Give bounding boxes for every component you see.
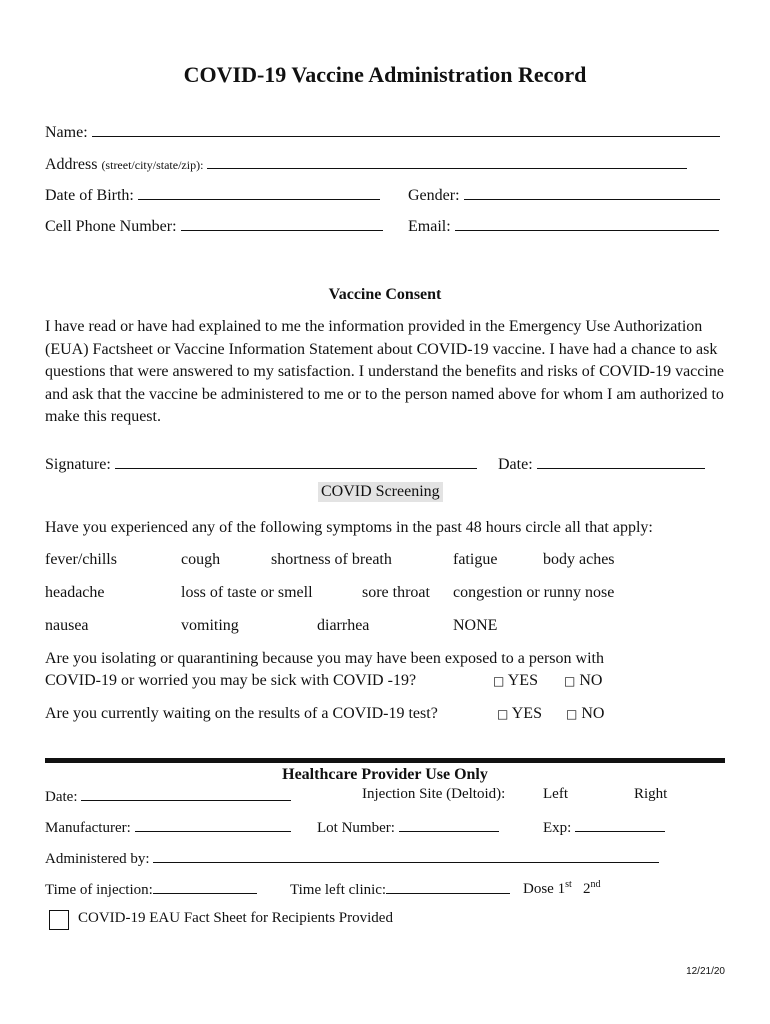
dose2-option[interactable] [583, 881, 601, 897]
phone-row [45, 216, 383, 236]
lot-row [317, 817, 499, 837]
lot-label: Lot Number: [317, 820, 395, 836]
email-field[interactable] [455, 216, 719, 231]
symptom-fatigue[interactable]: fatigue [453, 551, 498, 568]
manufacturer-label: Manufacturer: [45, 820, 131, 836]
gender-field[interactable] [464, 185, 720, 200]
symptom-nausea[interactable]: nausea [45, 617, 89, 634]
exp-field[interactable] [575, 817, 665, 832]
injection-site-right[interactable]: Right [634, 786, 668, 802]
name-field[interactable] [92, 122, 720, 137]
provider-date-field[interactable] [81, 786, 291, 801]
section-divider [45, 758, 725, 763]
name-label: Name: [45, 124, 88, 141]
provider-heading: Healthcare Provider Use Only [282, 766, 488, 783]
injection-site-left[interactable]: Left [543, 786, 568, 802]
yes-label: YES [507, 672, 538, 689]
screening-heading: COVID Screening [318, 482, 443, 502]
form-title: COVID-19 Vaccine Administration Record [183, 62, 587, 87]
test-no-option[interactable] [566, 705, 604, 723]
manufacturer-row [45, 817, 291, 837]
checkbox-icon[interactable]: □ [493, 674, 505, 688]
symptom-diarrhea[interactable]: diarrhea [317, 617, 370, 634]
checkbox-icon[interactable]: □ [564, 674, 576, 688]
time-injection-label: Time of injection: [45, 882, 153, 898]
no-label: NO [579, 672, 603, 689]
address-row [45, 154, 687, 174]
address-hint: (street/city/state/zip): [101, 158, 204, 172]
symptom-none[interactable]: NONE [453, 617, 498, 634]
no-label: NO [581, 705, 605, 722]
injection-site-label: Injection Site (Deltoid): [362, 786, 506, 802]
symptom-congestion[interactable]: congestion or runny nose [453, 584, 615, 601]
checkbox-icon[interactable]: □ [566, 707, 578, 721]
dose1-sup: st [565, 879, 572, 890]
provider-date-row [45, 786, 291, 806]
time-left-field[interactable] [386, 879, 510, 894]
symptom-vomiting[interactable]: vomiting [181, 617, 239, 634]
dob-label: Date of Birth: [45, 187, 134, 204]
time-injection-row [45, 879, 257, 899]
exp-label: Exp: [543, 820, 572, 836]
isolation-yes-option[interactable] [493, 672, 538, 690]
symptoms-question: Have you experienced any of the following symptoms in the past 48 hours circle all that apply: [45, 519, 653, 536]
test-yes-option[interactable] [497, 705, 542, 723]
symptom-shortness-of-breath[interactable]: shortness of breath [271, 551, 392, 568]
signature-row [45, 454, 477, 474]
name-row [45, 122, 720, 142]
dose2-label: 2 [583, 881, 591, 897]
symptom-body-aches[interactable]: body aches [543, 551, 615, 568]
consent-date-field[interactable] [537, 454, 705, 469]
isolation-question-line1: Are you isolating or quarantining because you may have been exposed to a person with [45, 650, 604, 667]
address-label: Address [45, 156, 98, 173]
lot-field[interactable] [399, 817, 499, 832]
dob-field[interactable] [138, 185, 380, 200]
signature-label: Signature: [45, 456, 111, 473]
symptom-fever-chills[interactable]: fever/chills [45, 551, 117, 568]
symptom-cough[interactable]: cough [181, 551, 221, 568]
time-left-row [290, 879, 510, 899]
gender-label: Gender: [408, 187, 460, 204]
time-left-label: Time left clinic: [290, 882, 387, 898]
yes-label: YES [511, 705, 542, 722]
administered-label: Administered by: [45, 851, 150, 867]
factsheet-checkbox[interactable] [49, 910, 69, 930]
signature-field[interactable] [115, 454, 477, 469]
consent-date-label: Date: [498, 456, 533, 473]
symptom-loss-of-taste-or-smell[interactable]: loss of taste or smell [181, 584, 313, 601]
consent-date-row [498, 454, 705, 474]
symptom-sore-throat[interactable]: sore throat [362, 584, 430, 601]
isolation-no-option[interactable] [564, 672, 602, 690]
address-field[interactable] [207, 154, 687, 169]
provider-date-label: Date: [45, 789, 78, 805]
administered-row [45, 848, 659, 868]
time-injection-field[interactable] [153, 879, 257, 894]
symptom-headache[interactable]: headache [45, 584, 105, 601]
dose-row [523, 879, 601, 898]
factsheet-label: COVID-19 EAU Fact Sheet for Recipients Provided [78, 910, 393, 926]
phone-field[interactable] [181, 216, 383, 231]
manufacturer-field[interactable] [135, 817, 291, 832]
checkbox-icon[interactable]: □ [497, 707, 509, 721]
dose1-label: Dose 1 [523, 881, 566, 897]
consent-text: I have read or have had explained to me the information provided in the Emergency Use Authorization (EUA) Factsheet or Vaccine Information Statement about COVID-19 vaccine. I have had a chance to ask questions that were answered to my satisfaction. I understand the benefits and risks of COVID-19 vaccine and ask that the vaccine be administered to me or to the person named above for whom I am authorized to make this request. [45, 318, 724, 425]
revision-date: 12/21/20 [686, 966, 725, 977]
dose2-sup: nd [590, 879, 601, 890]
exp-row [543, 817, 665, 837]
phone-label: Cell Phone Number: [45, 218, 177, 235]
email-row [408, 216, 719, 236]
administered-field[interactable] [153, 848, 659, 863]
gender-row [408, 185, 720, 205]
consent-heading: Vaccine Consent [328, 286, 442, 303]
email-label: Email: [408, 218, 451, 235]
dose1-option[interactable] [523, 881, 572, 897]
test-question: Are you currently waiting on the results of a COVID-19 test? [45, 705, 438, 722]
dob-row [45, 185, 380, 205]
isolation-question-line2: COVID-19 or worried you may be sick with COVID -19? [45, 672, 417, 689]
